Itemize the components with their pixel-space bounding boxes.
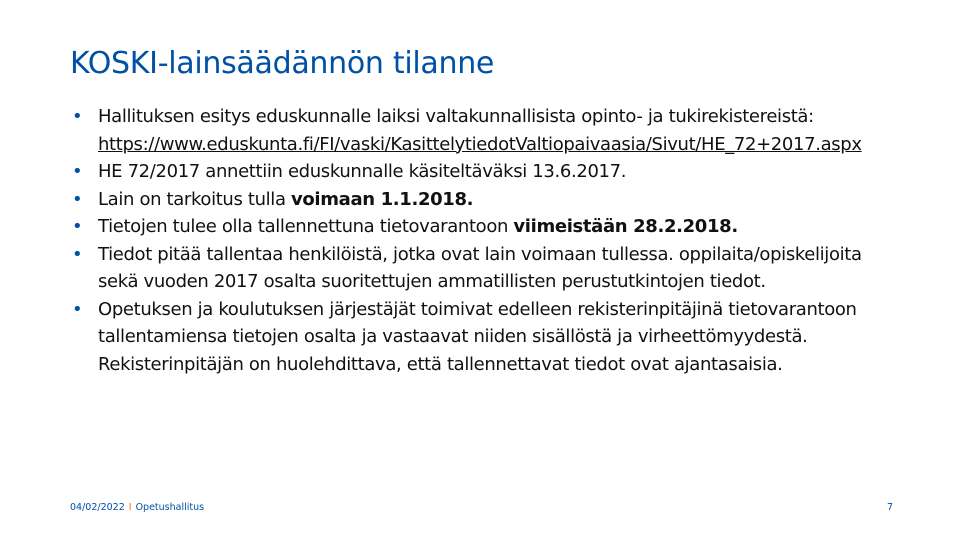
bullet-item-1: [72, 103, 892, 158]
bullet-bold-text: voimaan 1.1.2018.: [291, 188, 474, 210]
bullet-list: [72, 103, 892, 378]
bullet-text: HE 72/2017 annettiin eduskunnalle käsiteltäväksi 13.6.2017.: [98, 161, 627, 182]
bullet-icon: •: [72, 243, 83, 265]
slide-title: KOSKI-lainsäädännön tilanne: [70, 46, 495, 81]
footer: [70, 502, 204, 513]
bullet-text: Opetuksen ja koulutuksen järjestäjät toimivat edelleen rekisterinpitäjinä tietovarantoon tallentamiensa tietojen osalta ja vastaavat niiden sisällöstä ja virheettömyydestä. Rekisterinpitäjän on huolehdittava, että tallennettavat tiedot ovat ajantasaisia.: [98, 298, 857, 375]
footer-date: 04/02/2022: [70, 502, 125, 513]
bullet-icon: •: [72, 188, 83, 210]
bullet-text: Tiedot pitää tallentaa henkilöistä, jotka ovat lain voimaan tullessa. oppilaita/opiskelijoita sekä vuoden 2017 osalta suoritettujen ammatillisten perustutkintojen tiedot.: [98, 243, 862, 292]
bullet-icon: •: [72, 161, 83, 182]
footer-organization: Opetushallitus: [135, 502, 205, 513]
bullet-text: Hallituksen esitys eduskunnalle laiksi valtakunnallisista opinto- ja tukirekistereistä:: [98, 106, 814, 127]
eduskunta-link[interactable]: https://www.eduskunta.fi/FI/vaski/KasittelytiedotValtiopaivaasia/Sivut/HE_72+2017.aspx: [98, 133, 862, 155]
footer-separator: I: [128, 502, 132, 513]
bullet-text: Lain on tarkoitus tulla: [98, 188, 292, 210]
page-number: 7: [886, 502, 893, 513]
bullet-item-2: [72, 158, 892, 186]
bullet-icon: •: [72, 298, 83, 320]
bullet-icon: •: [72, 106, 83, 127]
bullet-text: Tietojen tulee olla tallennettuna tietovarantoon: [98, 216, 514, 237]
bullet-bold-text: viimeistään 28.2.2018.: [513, 216, 738, 237]
bullet-item-3: [72, 186, 892, 214]
bullet-icon: •: [72, 216, 83, 237]
bullet-item-4: [72, 213, 892, 241]
bullet-item-6: [72, 296, 892, 379]
bullet-item-5: [72, 241, 892, 296]
